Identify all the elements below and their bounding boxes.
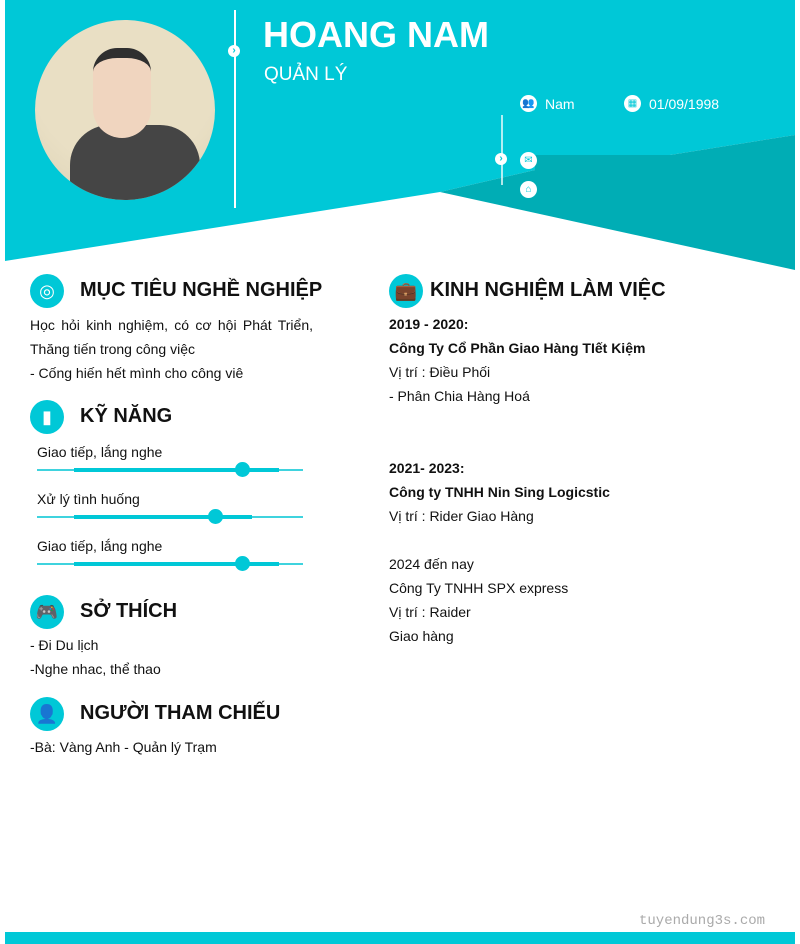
skill-label: Xử lý tình huống	[37, 491, 140, 507]
skill-bar-fill	[74, 515, 252, 519]
divider-line	[234, 10, 236, 208]
gender-info	[520, 95, 575, 112]
calendar-icon: ▦	[624, 95, 641, 112]
experience-line: Vị trí : Raider	[389, 604, 471, 620]
hobbies-title: SỞ THÍCH	[80, 600, 178, 622]
person-icon: 👤	[30, 697, 64, 731]
skill-label: Giao tiếp, lắng nghe	[37, 444, 163, 460]
gamepad-icon: 🎮	[30, 595, 64, 629]
objective-line: - Cống hiến hết mình cho công viê	[30, 365, 244, 381]
hobby-item: - Đi Du lịch	[30, 637, 99, 653]
experience-line: Vị trí : Rider Giao Hàng	[389, 508, 534, 524]
skill-bar	[37, 563, 303, 565]
skill-bar	[37, 469, 303, 471]
avatar-photo	[35, 20, 215, 200]
experience-line: 2024 đến nay	[389, 556, 474, 572]
gender-icon: 👥	[520, 95, 537, 112]
objective-line: Học hỏi kinh nghiệm, có cơ hội Phát Triển,	[30, 317, 313, 333]
gender-value: Nam	[545, 95, 575, 112]
candidate-name: HOANG NAM	[263, 14, 489, 55]
skill-level-knob	[235, 556, 250, 571]
experience-title: KINH NGHIỆM LÀM VIỆC	[430, 279, 666, 301]
experience-line: Công ty TNHH Nin Sing Logicstic	[389, 484, 610, 500]
birthdate-value: 01/09/1998	[649, 95, 720, 112]
reference-item: -Bà: Vàng Anh - Quản lý Trạm	[30, 739, 217, 755]
experience-line	[389, 528, 645, 552]
watermark: tuyendung3s.com	[639, 913, 766, 929]
objective-line: Thăng tiến trong công việc	[30, 341, 195, 357]
chevron-right-icon: ›	[495, 153, 507, 165]
experience-line: Công Ty TNHH SPX express	[389, 580, 569, 596]
experience-line: Giao hàng	[389, 628, 454, 644]
experience-line	[389, 432, 645, 456]
experience-line: 2019 - 2020:	[389, 316, 469, 332]
mail-icon: ✉	[520, 152, 537, 169]
hobbies-text	[30, 633, 161, 681]
objective-title: MỤC TIÊU NGHỀ NGHIỆP	[80, 279, 323, 301]
target-icon: ◎	[30, 274, 64, 308]
hobby-item: -Nghe nhac, thể thao	[30, 661, 161, 677]
references-title: NGƯỜI THAM CHIẾU	[80, 702, 281, 724]
experience-list	[389, 312, 645, 648]
candidate-role: QUẢN LÝ	[264, 64, 348, 85]
skill-bar	[37, 516, 303, 518]
experience-line: Vị trí : Điều Phối	[389, 364, 491, 380]
bar-chart-icon: ▮	[30, 400, 64, 434]
home-icon: ⌂	[520, 181, 537, 198]
skill-level-knob	[235, 462, 250, 477]
skill-label: Giao tiếp, lắng nghe	[37, 538, 163, 554]
experience-line	[389, 408, 645, 432]
briefcase-icon: 💼	[389, 274, 423, 308]
skills-title: KỸ NĂNG	[80, 405, 173, 427]
experience-line: - Phân Chia Hàng Hoá	[389, 388, 530, 404]
objective-text	[30, 313, 313, 385]
experience-line: Công Ty Cổ Phần Giao Hàng TIết Kiệm	[389, 340, 646, 356]
birthdate-info	[624, 95, 719, 112]
chevron-right-icon: ›	[228, 45, 240, 57]
contact-divider	[501, 115, 503, 185]
experience-line: 2021- 2023:	[389, 460, 465, 476]
